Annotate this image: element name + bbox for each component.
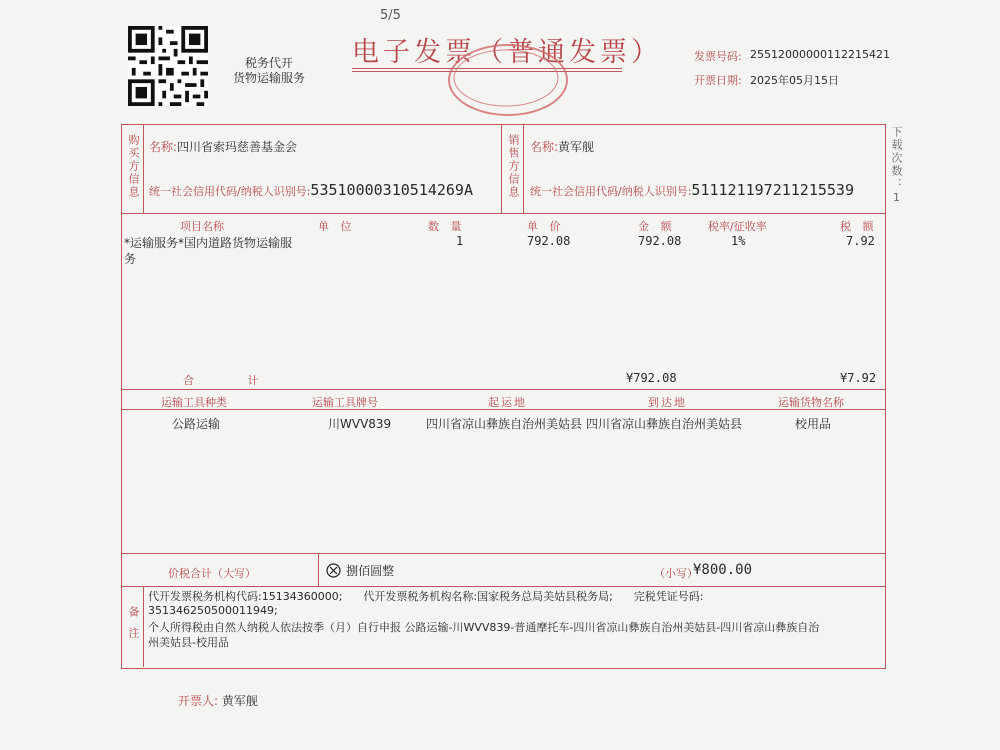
remarks-label-divider	[143, 586, 144, 667]
buyer-taxid-row	[149, 180, 473, 199]
divider-transport	[121, 553, 885, 554]
amount-in-words: 捌佰圆整	[346, 564, 395, 578]
seller-name: 黄军舰	[558, 140, 595, 154]
invoice-no-label: 发票号码:	[694, 50, 742, 63]
invoice-no: 25512000000112215421	[750, 48, 890, 61]
seller-taxid-row	[530, 180, 854, 199]
seal-icon	[448, 44, 564, 112]
buyer-section-label: 购买方信息	[127, 134, 140, 199]
transport-header-goods: 运输货物名称	[778, 396, 844, 409]
download-count: 下载次数：1	[890, 126, 903, 206]
item-amount: 792.08	[638, 234, 682, 248]
col-header-unit: 单 位	[318, 220, 356, 233]
transport-header-plate: 运输工具牌号	[312, 396, 378, 409]
divider-items	[121, 389, 885, 390]
transport-header-destination: 到达地	[648, 396, 687, 409]
qr-code	[128, 26, 208, 106]
item-qty: 1	[456, 234, 464, 248]
remarks-line1: 代开发票税务机构代码:15134360000; 代开发票税务机构名称:国家税务总局美姑县税务局; 完税凭证号码:	[148, 590, 704, 603]
buyer-taxid-label: 统一社会信用代码/纳税人识别号:	[149, 185, 311, 198]
seller-taxid-label: 统一社会信用代码/纳税人识别号:	[530, 185, 692, 198]
summary-small-label: （小写）	[654, 567, 698, 580]
buyer-label-divider	[143, 124, 144, 214]
col-header-price: 单 价	[527, 220, 565, 233]
col-header-rate: 税率/征收率	[708, 220, 767, 233]
item-name-line1: *运输服务*国内道路货物运输服	[124, 236, 293, 250]
transport-goods: 校用品	[795, 417, 832, 431]
seller-taxid: 511121197211215539	[691, 181, 854, 199]
summary-divider	[318, 553, 319, 587]
col-header-amount: 金 额	[638, 220, 676, 233]
invoice-title: 电子发票（普通发票）	[352, 37, 662, 68]
seller-name-row	[530, 138, 594, 155]
buyer-taxid: 53510000310514269A	[310, 181, 473, 199]
amount-in-figures: ¥800.00	[693, 562, 753, 578]
remarks-line3: 个人所得税由自然人纳税人依法按季（月）自行申报 公路运输-川WVV839-普通摩托车-四川省凉山彝族自治州美姑县-四川省凉山彝族自治	[148, 621, 820, 634]
remarks-label: 备注	[127, 606, 140, 648]
buyer-name: 四川省索玛慈善基金会	[177, 140, 298, 154]
summary-words	[326, 560, 394, 579]
item-rate: 1%	[731, 234, 746, 248]
summary-label: 价税合计（大写）	[168, 567, 256, 580]
total-amount: ¥792.08	[626, 371, 677, 385]
seller-section-label: 销售方信息	[507, 134, 520, 199]
seller-label-divider	[523, 124, 524, 214]
col-header-name: 项目名称	[180, 220, 224, 233]
divider-summary	[121, 586, 885, 587]
seller-name-label: 名称:	[530, 140, 559, 154]
transport-destination: 四川省凉山彝族自治州美姑县	[586, 417, 743, 431]
remarks-line4: 州美姑县-校用品	[148, 636, 229, 649]
item-price: 792.08	[527, 234, 571, 248]
party-divider	[501, 124, 502, 214]
transport-type: 公路运输	[172, 417, 221, 431]
buyer-name-row	[149, 138, 297, 155]
col-header-qty: 数 量	[428, 220, 466, 233]
qr-code-icon	[128, 26, 208, 106]
official-seal	[448, 44, 568, 116]
divider-parties	[121, 213, 885, 214]
service-line2: 货物运输服务	[233, 71, 306, 85]
issue-date-label: 开票日期:	[694, 74, 742, 87]
issue-date: 2025年05月15日	[750, 74, 839, 87]
issuer-label: 开票人:	[178, 694, 219, 708]
transport-header-type: 运输工具种类	[161, 396, 227, 409]
col-header-tax: 税 额	[840, 220, 878, 233]
circle-x-icon	[326, 563, 341, 578]
remarks-line2: 351346250500011949;	[148, 604, 278, 617]
issuer-row	[178, 692, 258, 709]
issuer-name: 黄军舰	[221, 694, 258, 708]
total-tax: ¥7.92	[840, 371, 877, 385]
total-label: 合 计	[183, 374, 259, 387]
item-name-line2: 务	[124, 252, 137, 266]
handwritten-mark: 5/5	[380, 8, 401, 23]
buyer-name-label: 名称:	[149, 140, 178, 154]
item-tax: 7.92	[846, 234, 875, 248]
service-line1: 税务代开	[245, 56, 294, 70]
transport-header-origin: 起运地	[488, 396, 527, 409]
transport-plate: 川WVV839	[328, 417, 392, 431]
transport-origin: 四川省凉山彝族自治州美姑县	[426, 417, 583, 431]
